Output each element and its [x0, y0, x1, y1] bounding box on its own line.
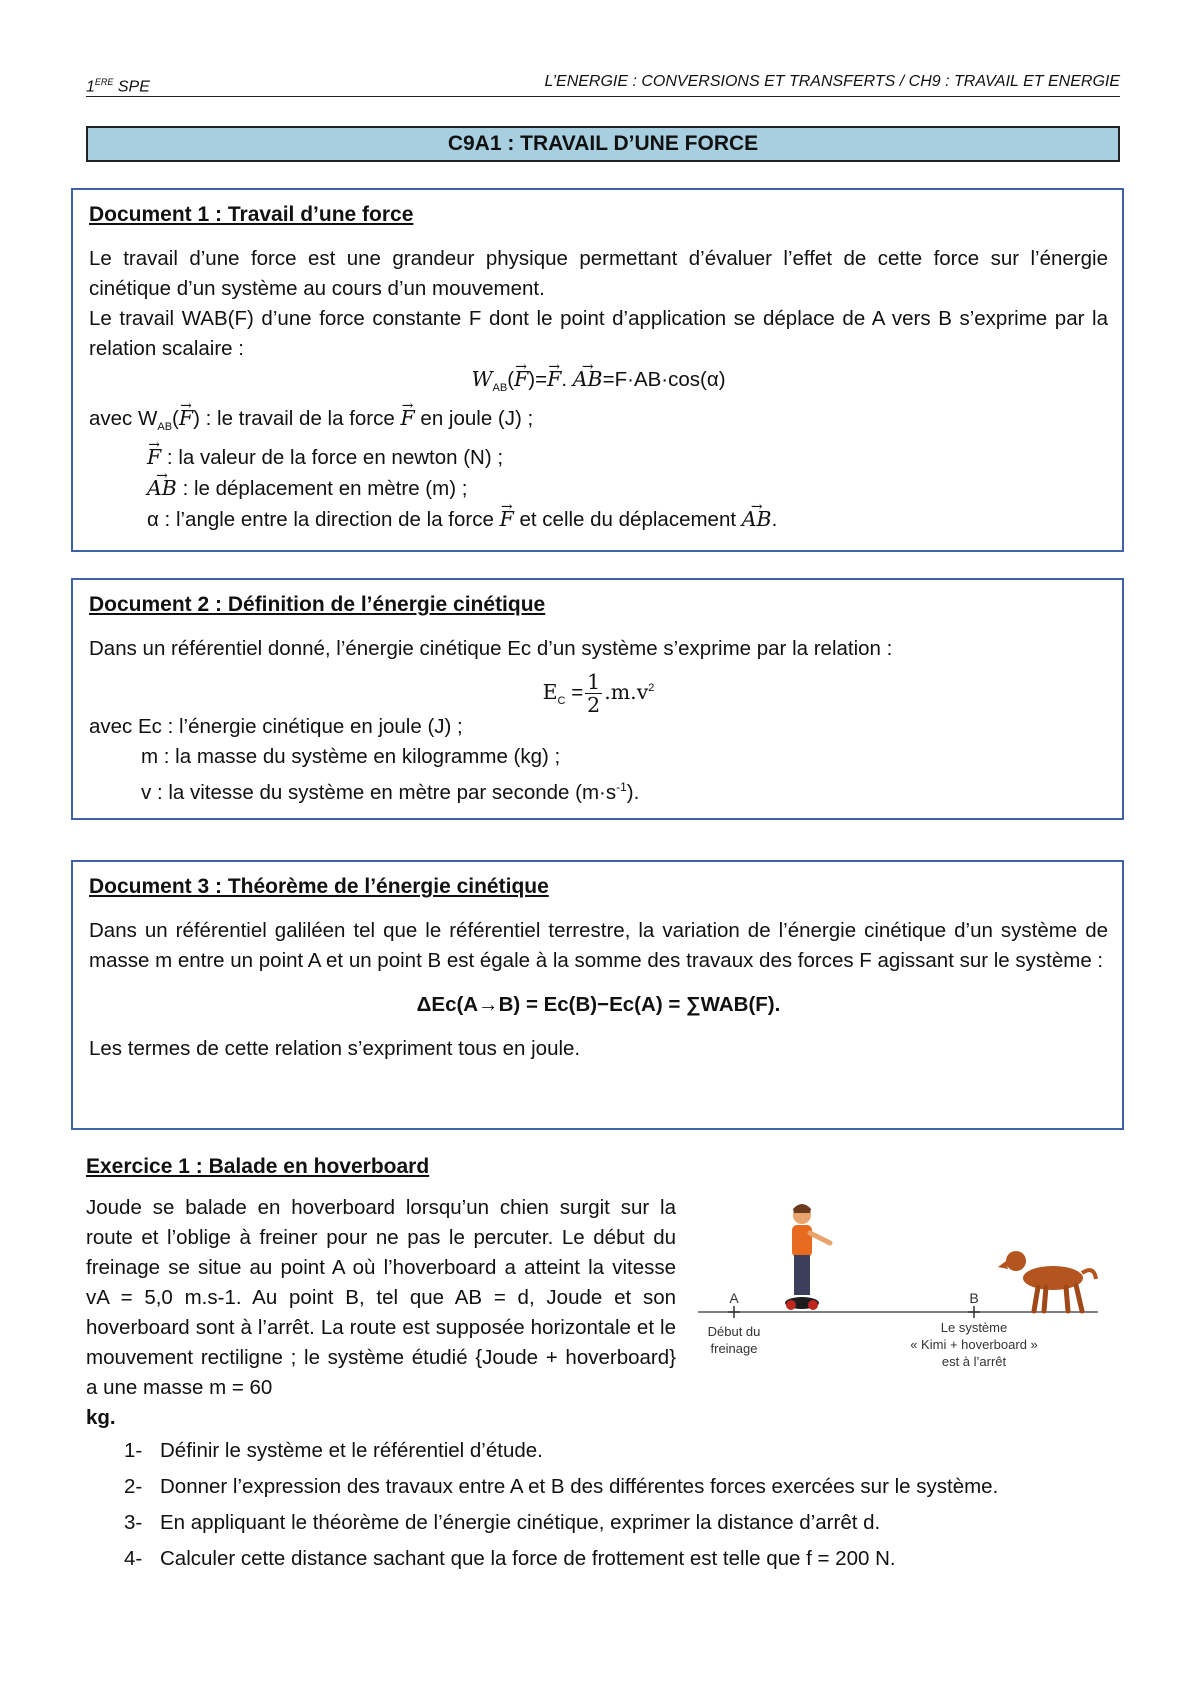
document-2-paragraph: Dans un référentiel donné, l’énergie cinétique Ec d’un système s’exprime par la relation :	[89, 637, 893, 660]
definition-force: → F : la valeur de la force en newton (N) ;	[89, 442, 1108, 473]
document-1-title: Document 1 : Travail d’une force	[89, 203, 414, 226]
dog-figure	[998, 1251, 1096, 1311]
document-2	[71, 578, 1124, 820]
hoverboard-illustration	[698, 1195, 1098, 1385]
question-list	[124, 1436, 1124, 1580]
level-label: 1ERE SPE	[86, 77, 150, 96]
definition-ec: avec Ec : l’énergie cinétique en joule (J) ;	[89, 715, 463, 738]
exercise-statement: Joude se balade en hoverboard lorsqu’un chien surgit sur la route et l’oblige à freiner pour ne pas le percuter. Le début du freinage se situe au point A où l’hoverboard a atteint la vitesse vA = 5,0 m.s-1. Au point B, tel que AB = d, Joude et son hoverboard sont à l’arrêt. La route est supposée horizontale et le mouvement rectiligne ; le système étudié {Joude + hoverboard} a une masse m = 60 kg.	[86, 1196, 676, 1429]
kinetic-energy-formula: $E_C$ = $\frac{1}{2}$ $.m.v^2$	[542, 669, 655, 717]
activity-title: C9A1 : TRAVAIL D’UNE FORCE	[86, 126, 1120, 162]
chapter-label: L’ENERGIE : CONVERSIONS ET TRANSFERTS / CH9 : TRAVAIL ET ENERGIE	[544, 73, 1120, 90]
caption-b-line1: Le système	[940, 1320, 1008, 1335]
caption-b-line3: est à l’arrêt	[941, 1354, 1007, 1369]
document-3-title: Document 3 : Théorème de l’énergie cinétique	[89, 875, 549, 898]
work-formula: $W_{AB}(\to F)=\to F$. → AB=F·AB·cos(α)	[89, 364, 1108, 403]
point-b-label: B	[969, 1290, 979, 1306]
exercise-title: Exercice 1 : Balade en hoverboard	[86, 1155, 430, 1178]
document-1	[71, 188, 1124, 552]
question-item: 1- Définir le système et le référentiel d’étude.	[124, 1439, 543, 1462]
rider-figure	[785, 1204, 830, 1310]
document-2-title: Document 2 : Définition de l’énergie cinétique	[89, 593, 546, 616]
definition-displacement: → AB : le déplacement en mètre (m) ;	[89, 473, 1108, 504]
definition-velocity: v : la vitesse du système en mètre par seconde $(m\cdot s^{-1})$.	[141, 780, 640, 804]
question-item: 3- En appliquant le théorème de l’énergie cinétique, exprimer la distance d’arrêt d.	[124, 1511, 881, 1534]
page-header	[86, 72, 1120, 97]
point-a-label: A	[729, 1290, 739, 1306]
definition-angle: α : l’angle entre la direction de la force → F et celle du déplacement → AB.	[89, 504, 1108, 535]
caption-b-line2: « Kimi + hoverboard »	[910, 1337, 1038, 1352]
energy-theorem-formula: ΔEc(A→B) = Ec(B)−Ec(A) = ∑WAB(F).	[416, 993, 781, 1016]
question-item: 2- Donner l’expression des travaux entre A et B des différentes forces exercées sur le système.	[124, 1475, 999, 1498]
document-1-paragraph-2: Le travail WAB(F) d’une force constante F dont le point d’application se déplace de A vers B s’exprime par la relation scalaire :	[89, 307, 1108, 360]
definition-mass: m : la masse du système en kilogramme (kg) ;	[141, 745, 561, 768]
document-3-paragraph-2: Les termes de cette relation s’expriment tous en joule.	[89, 1037, 581, 1060]
definition-work: avec $W_{AB}(\to F)$ : le travail de la force → F en joule (J) ;	[89, 403, 1108, 442]
document-3	[71, 860, 1124, 1130]
caption-a-line1: Début du	[707, 1324, 761, 1339]
caption-a-line2: freinage	[710, 1341, 758, 1356]
document-3-paragraph-1: Dans un référentiel galiléen tel que le référentiel terrestre, la variation de l’énergie cinétique d’un système de masse m entre un point A et un point B est égale à la somme des travaux des forces F agissant sur le système :	[89, 919, 1108, 972]
document-1-paragraph-1: Le travail d’une force est une grandeur physique permettant d’évaluer l’effet de cette force sur l’énergie cinétique d’un système au cours d’un mouvement.	[89, 247, 1108, 300]
question-item: 4- Calculer cette distance sachant que la force de frottement est telle que f = 200 N.	[124, 1547, 896, 1570]
